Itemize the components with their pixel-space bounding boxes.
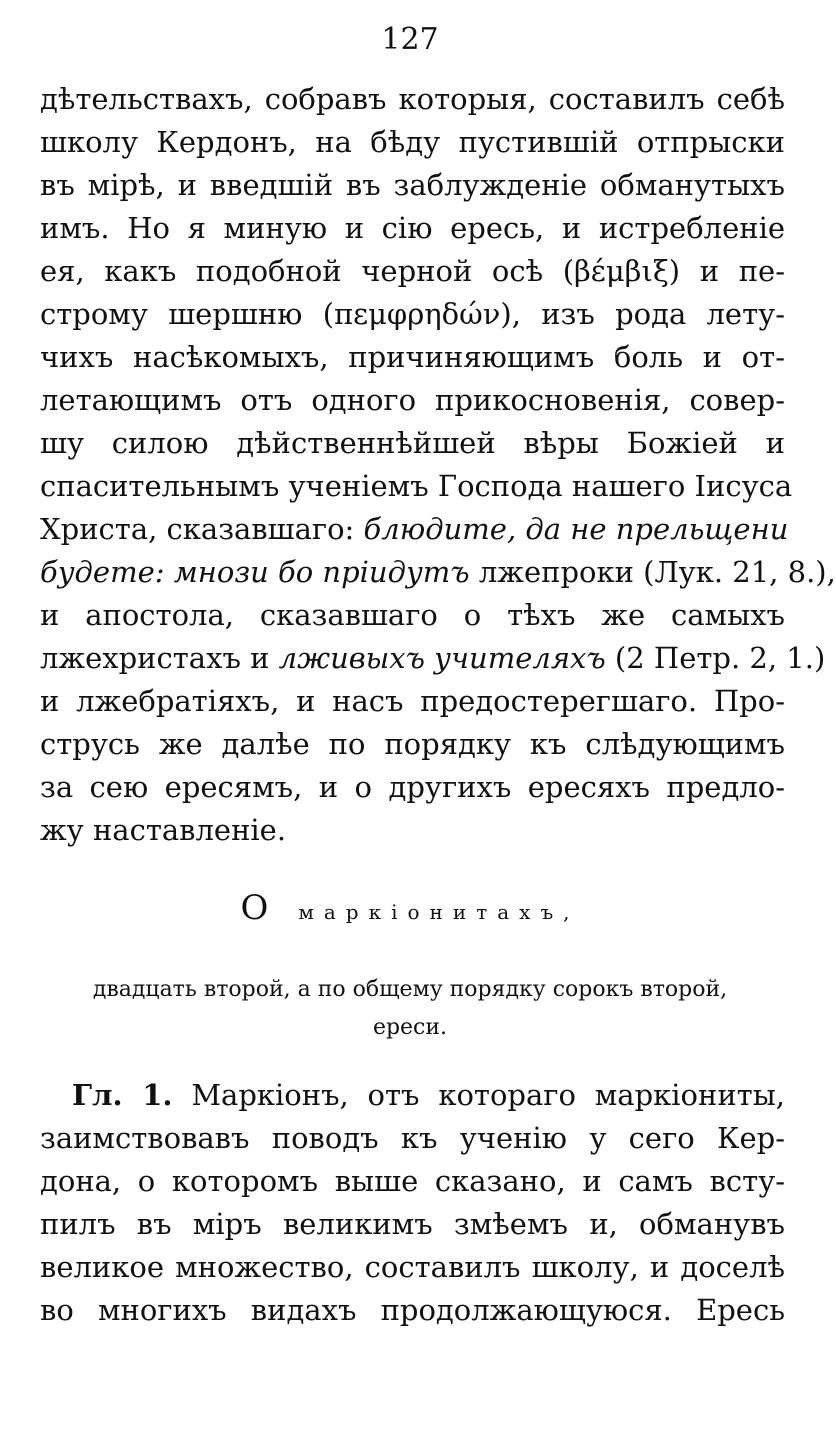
text-line: имъ. Но я миную и сію ересь, и истребленіе bbox=[40, 211, 785, 245]
text-line: и апостола, сказавшаго о тѣхъ же самыхъ bbox=[40, 598, 785, 632]
text-line: шу силою дѣйственнѣйшей вѣры Божіей и bbox=[40, 426, 785, 460]
text-line: чихъ насѣкомыхъ, причиняющимъ боль и от- bbox=[40, 340, 785, 374]
text-line: дона, о которомъ выше сказано, и самъ всту- bbox=[40, 1164, 785, 1198]
text-line: заимствовавъ поводъ къ ученію у сего Кер- bbox=[40, 1121, 785, 1155]
chapter-label: Гл. 1. bbox=[72, 1078, 173, 1112]
text-line: во многихъ видахъ продолжающуюся. Ересь bbox=[40, 1293, 785, 1327]
text-line: жу наставленіе. bbox=[40, 813, 287, 847]
text-line: ея, какъ подобной черной осѣ (βέμβιξ) и пе- bbox=[40, 254, 785, 288]
text-line bbox=[40, 1074, 785, 1117]
section-title bbox=[0, 888, 820, 932]
text-plain: лжехристахъ и bbox=[40, 641, 279, 675]
text-line: въ мірѣ, и введшій въ заблужденіе обманутыхъ bbox=[40, 168, 785, 202]
text-line: летающимъ отъ одного прикосновенія, совер- bbox=[40, 383, 785, 417]
scripture-quote: будете: мнози бо пріидутъ bbox=[40, 555, 470, 589]
text-line bbox=[40, 637, 826, 680]
text-plain: лжепроки (Лук. 21, 8.), bbox=[469, 555, 836, 589]
scripture-quote: лживыхъ учителяхъ bbox=[278, 641, 606, 675]
paragraph-main bbox=[40, 78, 836, 852]
text-line: строму шершню (πεμφρηδών), изъ рода лету- bbox=[40, 297, 785, 331]
text-line: школу Кердонъ, на бѣду пустившій отпрыски bbox=[40, 125, 785, 159]
section-title-heresy-name: маркіонитахъ, bbox=[298, 900, 580, 924]
page-number: 127 bbox=[381, 22, 439, 57]
paragraph-chapter-1 bbox=[40, 1074, 785, 1332]
section-subtitle: ереси. bbox=[372, 1015, 448, 1040]
text-line: струсь же далѣе по порядку къ слѣдующимъ bbox=[40, 727, 785, 761]
text-plain: Маркіонъ, отъ котораго маркіониты, bbox=[172, 1078, 785, 1112]
text-line: пилъ въ міръ великимъ змѣемъ и, обманувъ bbox=[40, 1207, 785, 1241]
text-plain: Христа, сказавшаго: bbox=[40, 512, 364, 546]
text-line: за сею ересямъ, и о другихъ ересяхъ предло- bbox=[40, 770, 785, 804]
text-line bbox=[40, 508, 789, 551]
scripture-quote: блюдите, да не прельщени bbox=[363, 512, 789, 546]
text-line: дѣтельствахъ, собравъ которыя, составилъ себѣ bbox=[40, 82, 785, 116]
text-line: спасительнымъ ученіемъ Господа нашего Іисуса bbox=[40, 469, 793, 503]
text-plain: (2 Петр. 2, 1.) bbox=[605, 641, 826, 675]
text-line: и лжебратіяхъ, и насъ предостерегшаго. Про- bbox=[40, 684, 785, 718]
section-subtitle: двадцать второй, а по общему порядку сорокъ второй, bbox=[92, 977, 728, 1002]
section-title-o: О bbox=[240, 888, 269, 928]
text-line: великое множество, составилъ школу, и доселѣ bbox=[40, 1250, 785, 1284]
text-line bbox=[40, 551, 836, 594]
